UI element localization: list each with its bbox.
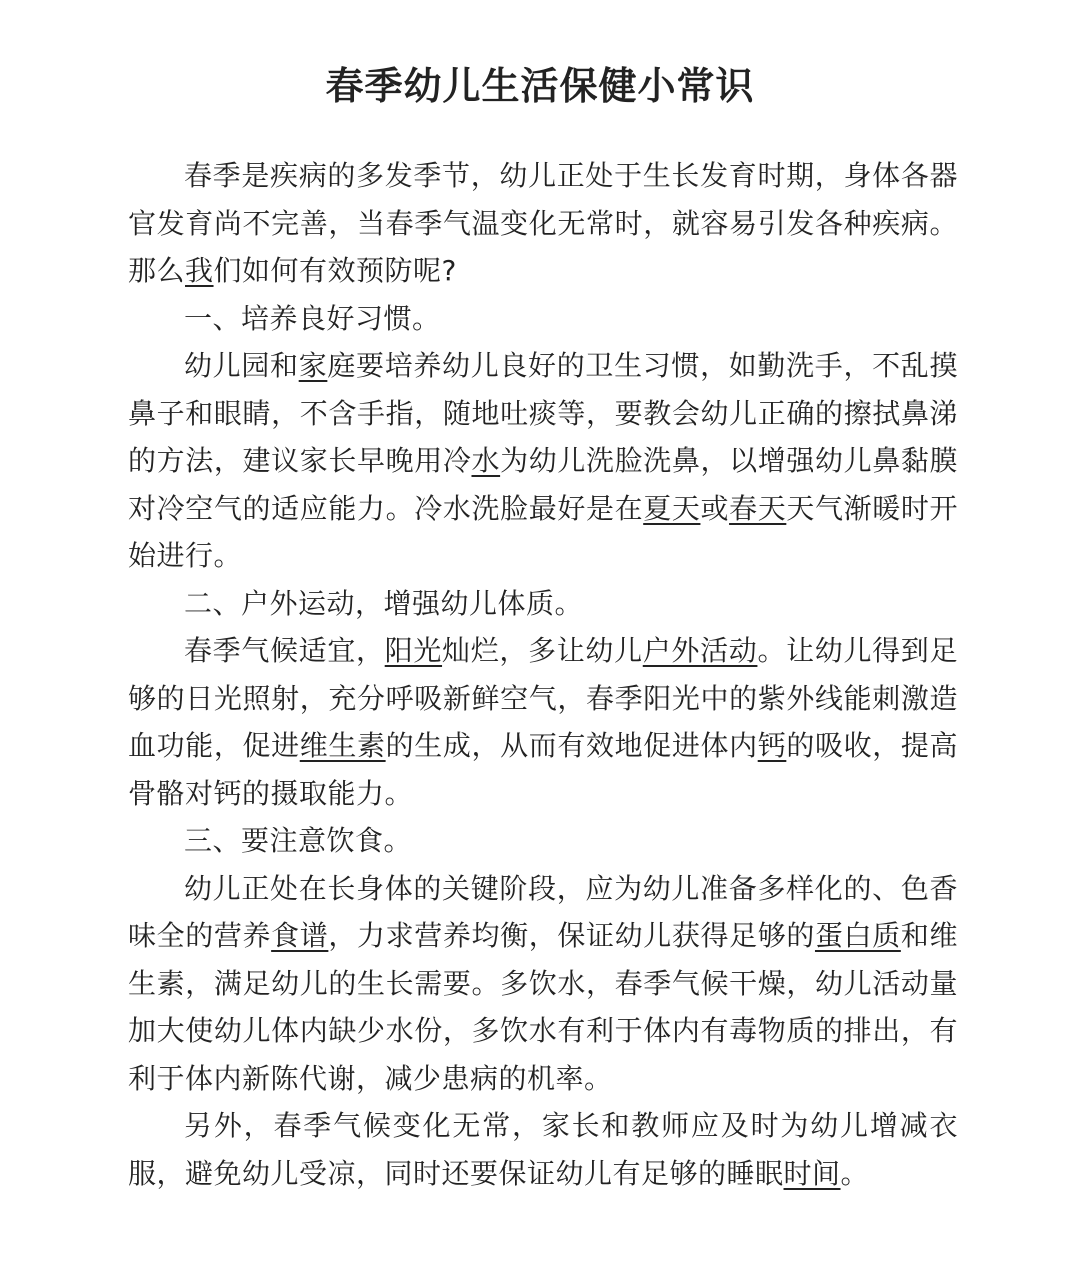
paragraph-text: 幼儿正处在长身体的关键阶段，应为幼儿准备多样化的、色香味全的营养 [128, 871, 958, 952]
paragraph-text: 庭要培养幼儿良好的卫生习惯，如勤洗手，不乱摸鼻子和眼睛，不含手指，随地吐痰等，要教会幼儿正确的擦拭鼻涕的方法，建议家长早晚用冷 [128, 349, 958, 477]
paragraph [128, 342, 958, 580]
paragraph-text: 。让幼儿得到足够的日光照射，充分呼吸新鲜空气，春季阳光中的紫外线能刺激造血功能，促进 [128, 634, 958, 762]
paragraph-text: 三、要注意饮食。 [184, 824, 413, 857]
paragraph-text: 们如何有效预防呢? [213, 254, 457, 287]
paragraph [128, 580, 958, 628]
paragraph-text: 的生成，从而有效地促进体内 [385, 729, 758, 762]
page-title: 春季幼儿生活保健小常识 [325, 64, 755, 108]
paragraph [128, 152, 958, 295]
underlined-keyword[interactable]: 夏天 [643, 491, 701, 525]
paragraph-text: 为幼儿洗脸洗鼻，以增强幼儿鼻黏膜对冷空气的适应能力。冷水洗脸最好是在 [128, 444, 958, 525]
underlined-keyword[interactable]: 我 [185, 254, 214, 287]
paragraph-text: 二、户外运动，增强幼儿体质。 [184, 586, 584, 620]
underlined-keyword[interactable]: 阳光 [384, 634, 443, 667]
underlined-keyword[interactable]: 蛋白质 [814, 919, 901, 952]
underlined-keyword[interactable]: 春天 [729, 491, 787, 525]
paragraph-text: 另外，春季气候变化无常，家长和教师应及时为幼儿增减衣服，避免幼儿受凉，同时还要保证幼儿有足够的睡眠 [128, 1109, 958, 1190]
article-body [128, 152, 958, 1197]
paragraph-text: 和维生素，满足幼儿的生长需要。多饮水，春季气候干燥，幼儿活动量加大使幼儿体内缺少水份，多饮水有利于体内有毒物质的排出，有利于体内新陈代谢，减少患病的机率。 [128, 919, 958, 1095]
paragraph-text: 或 [700, 491, 730, 525]
paragraph-text: 幼儿园和 [184, 349, 299, 382]
paragraph-text: 春季气候适宜， [184, 634, 385, 667]
underlined-keyword[interactable]: 时间 [783, 1156, 841, 1190]
paragraph [128, 1102, 958, 1197]
paragraph-text: ，力求营养均衡，保证幼儿获得足够的 [328, 919, 815, 952]
underlined-keyword[interactable]: 食谱 [271, 919, 329, 952]
paragraph-text: 。 [840, 1156, 870, 1190]
underlined-keyword[interactable]: 家 [298, 349, 328, 382]
paragraph [128, 817, 958, 865]
paragraph-text: 灿烂，多让幼儿 [442, 634, 643, 667]
paragraph-text: 的吸收，提高骨骼对钙的摄取能力。 [128, 729, 958, 810]
paragraph [128, 295, 958, 343]
paragraph-text: 天气渐暖时开始进行。 [128, 491, 958, 572]
underlined-keyword[interactable]: 钙 [757, 729, 787, 762]
paragraph-text: 一、培养良好习惯。 [184, 301, 441, 335]
underlined-keyword[interactable]: 户外活动 [642, 634, 758, 667]
paragraph-text: 春季是疾病的多发季节，幼儿正处于生长发育时期，身体各器官发育尚不完善，当春季气温变化无常时，就容易引发各种疾病。那么 [128, 159, 958, 287]
underlined-keyword[interactable]: 水 [471, 444, 501, 477]
paragraph [128, 627, 958, 817]
underlined-keyword[interactable]: 维生素 [299, 729, 386, 762]
paragraph [128, 865, 958, 1103]
